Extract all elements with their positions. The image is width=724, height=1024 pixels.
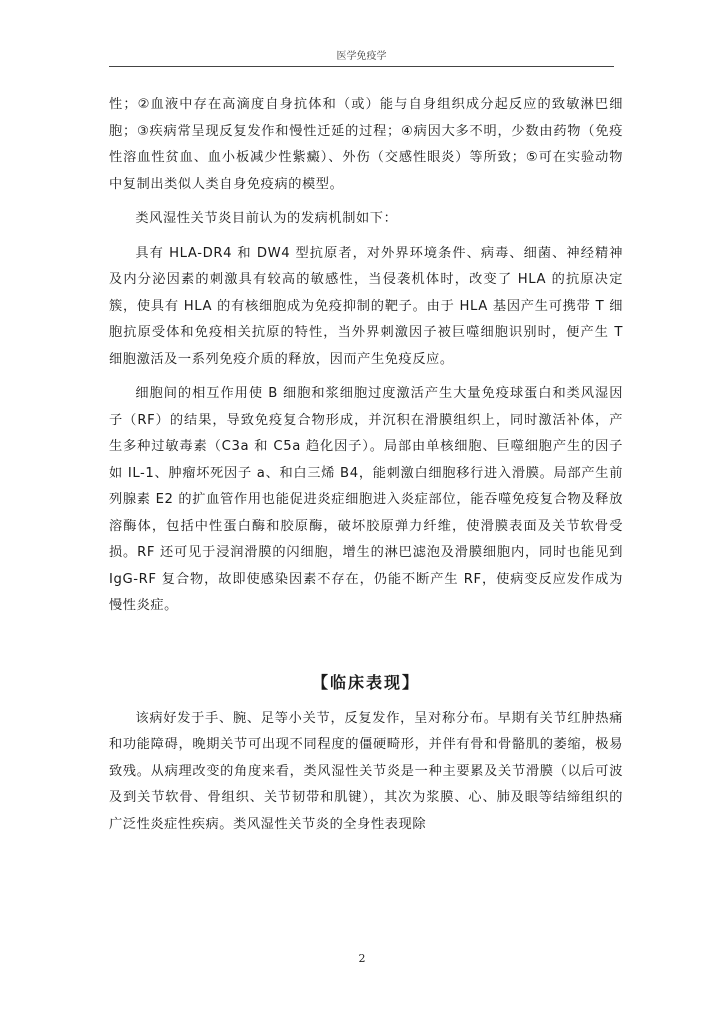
page-content	[109, 92, 623, 838]
page-header: 医学免疫学	[109, 50, 614, 67]
paragraph-ra-mechanism-intro: 类风湿性关节炎目前认为的发病机制如下：	[135, 211, 398, 226]
section-title-clinical-manifestations: 【临床表现】	[311, 672, 420, 692]
paragraph-autoimmune-features: 性；②血液中存在高滴度自身抗体和（或）能与自身组织成分起反应的致敏淋巴细胞；③疾病常呈现反复发作和慢性迁延的过程；④病因大多不明，少数由药物（免疫性溶血性贫血、血小板减少性紫癜）、外伤（交感性眼炎）等所致；⑤可在实验动物中复制出类似人类自身免疫病的模型。	[109, 97, 623, 192]
paragraph-cell-interaction: 细胞间的相互作用使 B 细胞和浆细胞过度激活产生大量免疫球蛋白和类风湿因子（RF）的结果，导致免疫复合物形成，并沉积在滑膜组织上，同时激活补体，产生多种过敏毒素（C3a 和 C5a 趋化因子）。局部由单核细胞、巨噬细胞产生的因子如 IL-1、肿瘤坏死因子 a、和白三烯 B4，能刺激白细胞移行进入滑膜。局部产生前列腺素 E2 的扩血管作用也能促进炎症细胞进入炎症部位，能吞噬免疫复合物及释放溶酶体，包括中性蛋白酶和胶原酶，破坏胶原弹力纤维，使滑膜表面及关节软骨受损。RF 还可见于浸润滑膜的闪细胞，增生的淋巴滤泡及滑膜细胞内，同时也能见到 IgG-RF 复合物，故即使感染因素不存在，仍能不断产生 RF，使病变反应发作成为慢性炎症。	[109, 386, 623, 613]
paragraph-hla-mechanism: 具有 HLA-DR4 和 DW4 型抗原者，对外界环境条件、病毒、细菌、神经精神及内分泌因素的刺激具有较高的敏感性，当侵袭机体时，改变了 HLA 的抗原决定簇，使具有 HLA 的有核细胞成为免疫抑制的靶子。由于 HLA 基因产生可携带 T 细胞抗原受体和免疫相关抗原的特性，当外界刺激因子被巨噬细胞识别时，便产生 T 细胞激活及一系列免疫介质的释放，因而产生免疫反应。	[109, 245, 623, 367]
page-number: 2	[358, 952, 366, 965]
paragraph-clinical-manifestations: 该病好发于手、腕、足等小关节，反复发作，呈对称分布。早期有关节红肿热痛和功能障碍，晚期关节可出现不同程度的僵硬畸形，并伴有骨和骨骼肌的萎缩，极易致残。从病理改变的角度来看，类风湿性关节炎是一种主要累及关节滑膜（以后可波及到关节软骨、骨组织、关节韧带和肌键），其次为浆膜、心、肺及眼等结缔组织的广泛性炎症性疾病。类风湿性关节炎的全身性表现除	[109, 710, 623, 832]
